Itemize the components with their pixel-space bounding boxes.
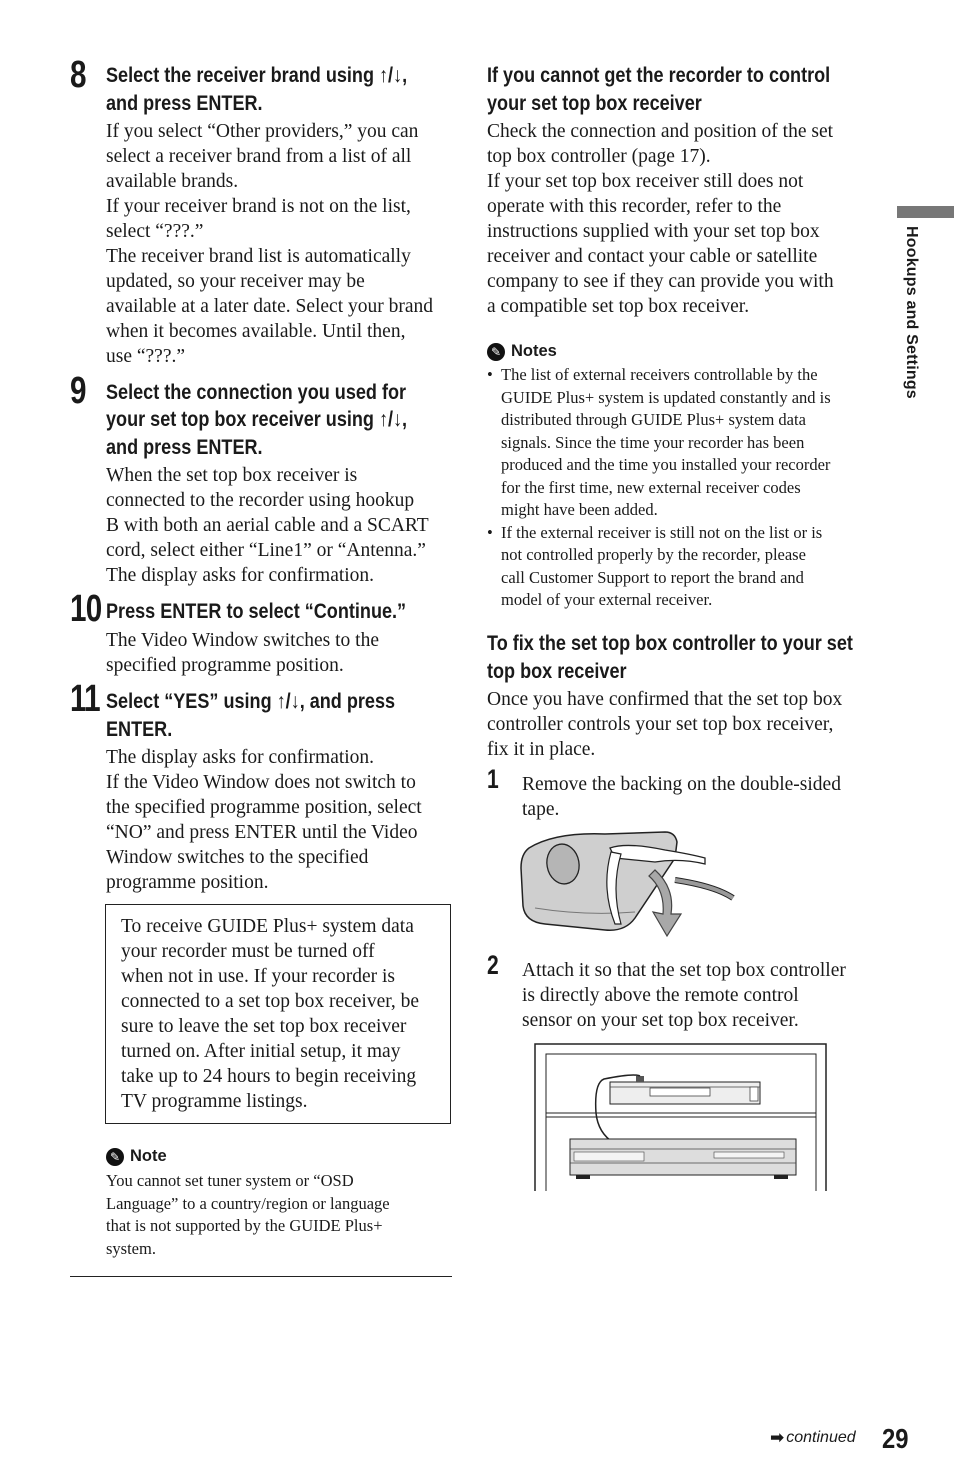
text-line: The receiver brand list is automatically	[106, 246, 411, 267]
section1-heading-line2: your set top box receiver	[487, 92, 702, 115]
text-line: is directly above the remote control	[522, 985, 799, 1006]
text-line: If the Video Window does not switch to	[106, 772, 416, 793]
text-line: The Video Window switches to the	[106, 630, 379, 651]
section-divider	[70, 1276, 452, 1277]
text-line: To receive GUIDE Plus+ system data	[121, 916, 414, 937]
text-line: select “???.”	[106, 221, 204, 242]
side-tab-label: Hookups and Settings	[903, 226, 920, 399]
text-line: when it becomes available. Until then,	[106, 321, 406, 342]
section2-heading-line2: top box receiver	[487, 660, 627, 683]
text-line: fix it in place.	[487, 739, 596, 760]
text-line: connected to a set top box receiver, be	[121, 991, 420, 1012]
list-item	[487, 364, 872, 522]
text-line: Once you have confirmed that the set top box	[487, 689, 843, 710]
section1-body	[487, 119, 872, 319]
notes-heading	[487, 342, 557, 361]
text-line: for the first time, new external receiver codes	[501, 477, 801, 497]
text-line: operate with this recorder, refer to the	[487, 196, 782, 217]
step-8-heading-line1: Select the receiver brand using ↑/↓,	[106, 64, 408, 87]
text-line: Remove the backing on the double-sided	[522, 774, 841, 795]
text-line: Check the connection and position of the set	[487, 121, 834, 142]
text-line: that is not supported by the GUIDE Plus+	[106, 1216, 383, 1235]
text-line: TV programme listings.	[121, 1091, 308, 1112]
text-line: Window switches to the specified	[106, 847, 369, 868]
text-line: sensor on your set top box receiver.	[522, 1010, 799, 1031]
text-line: when not in use. If your recorder is	[121, 966, 395, 987]
note-body	[106, 1170, 456, 1260]
text-line: top box controller (page 17).	[487, 146, 711, 167]
text-line: company to see if they can provide you with	[487, 271, 834, 292]
section2-body	[487, 687, 872, 762]
text-line: the specified programme position, select	[106, 797, 422, 818]
info-box	[105, 904, 451, 1124]
text-line: • The list of external receivers controllable by the	[501, 365, 818, 384]
text-line: If you select “Other providers,” you can	[106, 121, 419, 142]
text-line: specified programme position.	[106, 655, 344, 676]
text-line: If your receiver brand is not on the list,	[106, 196, 411, 217]
notes-title: Notes	[511, 342, 557, 360]
text-line: signals. Since the time your recorder has been	[501, 432, 805, 452]
text-line: • If the external receiver is still not on the list or is	[501, 522, 823, 542]
step-11-heading-line2: ENTER.	[106, 718, 173, 741]
step-8-number: 8	[70, 54, 86, 96]
step-9-number: 9	[70, 370, 86, 412]
note-icon: ✎	[487, 343, 505, 361]
text-line: your recorder must be turned off	[121, 941, 375, 962]
substep-2-number: 2	[487, 950, 498, 980]
list-item	[487, 522, 872, 612]
continued-marker	[770, 1428, 856, 1448]
arrow-right-icon: ➡	[770, 1428, 785, 1448]
text-line: instructions supplied with your set top box	[487, 221, 820, 242]
step-10-body	[106, 628, 456, 678]
text-line: programme position.	[106, 872, 269, 893]
text-line: Language” to a country/region or language	[106, 1193, 390, 1213]
step-10-number: 10	[70, 588, 102, 630]
shelf-illustration	[534, 1043, 828, 1193]
text-line: take up to 24 hours to begin receiving	[121, 1066, 417, 1087]
step-11-number: 11	[70, 678, 100, 720]
notes-list	[487, 364, 872, 612]
note-icon: ✎	[106, 1148, 124, 1166]
step-10-heading: Press ENTER to select “Continue.”	[106, 600, 407, 623]
step-8-heading-line2: and press ENTER.	[106, 92, 263, 115]
substep-1-number: 1	[487, 764, 498, 794]
page-number: 29	[882, 1423, 909, 1454]
text-line: turned on. After initial setup, it may	[121, 1041, 401, 1062]
text-line: produced and the time you installed your recorder	[501, 455, 831, 474]
text-line: controller controls your set top box receiver,	[487, 714, 834, 735]
step-9-heading-line1: Select the connection you used for	[106, 381, 407, 404]
text-line: When the set top box receiver is	[106, 465, 358, 486]
section1-heading-line1: If you cannot get the recorder to control	[487, 64, 831, 87]
tape-backing-illustration	[515, 828, 740, 943]
text-line: sure to leave the set top box receiver	[121, 1016, 407, 1037]
text-line: a compatible set top box receiver.	[487, 296, 750, 317]
step-9-body	[106, 463, 461, 588]
text-line: The display asks for confirmation.	[106, 747, 375, 768]
step-11-heading-line1: Select “YES” using ↑/↓, and press	[106, 690, 396, 713]
text-line: Attach it so that the set top box controller	[522, 960, 846, 981]
continued-text: continued	[786, 1429, 856, 1446]
text-line: might have been added.	[501, 500, 658, 519]
text-line: model of your external receiver.	[501, 590, 713, 609]
text-line: B with both an aerial cable and a SCART	[106, 515, 429, 536]
section2-heading-line1: To fix the set top box controller to your set	[487, 632, 853, 655]
text-line: “NO” and press ENTER until the Video	[106, 822, 418, 843]
text-line: receiver and contact your cable or satellite	[487, 246, 818, 267]
substep-2-text	[522, 958, 877, 1033]
text-line: You cannot set tuner system or “OSD	[106, 1171, 354, 1190]
text-line: GUIDE Plus+ system is updated constantly and is	[501, 387, 831, 407]
text-line: cord, select either “Line1” or “Antenna.”	[106, 540, 426, 561]
text-line: distributed through GUIDE Plus+ system data	[501, 410, 806, 429]
text-line: The display asks for confirmation.	[106, 565, 375, 586]
step-9-heading-line3: and press ENTER.	[106, 436, 263, 459]
step-8-body	[106, 119, 456, 369]
side-tab-bar	[897, 206, 954, 218]
text-line: call Customer Support to report the brand and	[501, 567, 804, 587]
note-heading	[106, 1147, 167, 1166]
text-line: select a receiver brand from a list of all	[106, 146, 412, 167]
step-11-body	[106, 745, 456, 895]
text-line: available at a later date. Select your brand	[106, 296, 434, 317]
text-line: not controlled properly by the recorder, please	[501, 545, 806, 564]
substep-1-text	[522, 772, 877, 822]
text-line: updated, so your receiver may be	[106, 271, 365, 292]
text-line: connected to the recorder using hookup	[106, 490, 415, 511]
text-line: tape.	[522, 799, 560, 820]
note-title: Note	[130, 1147, 167, 1165]
step-9-heading-line2: your set top box receiver using ↑/↓,	[106, 408, 408, 431]
text-line: available brands.	[106, 171, 239, 192]
text-line: system.	[106, 1238, 156, 1258]
text-line: If your set top box receiver still does not	[487, 171, 804, 192]
text-line: use “???.”	[106, 346, 186, 367]
